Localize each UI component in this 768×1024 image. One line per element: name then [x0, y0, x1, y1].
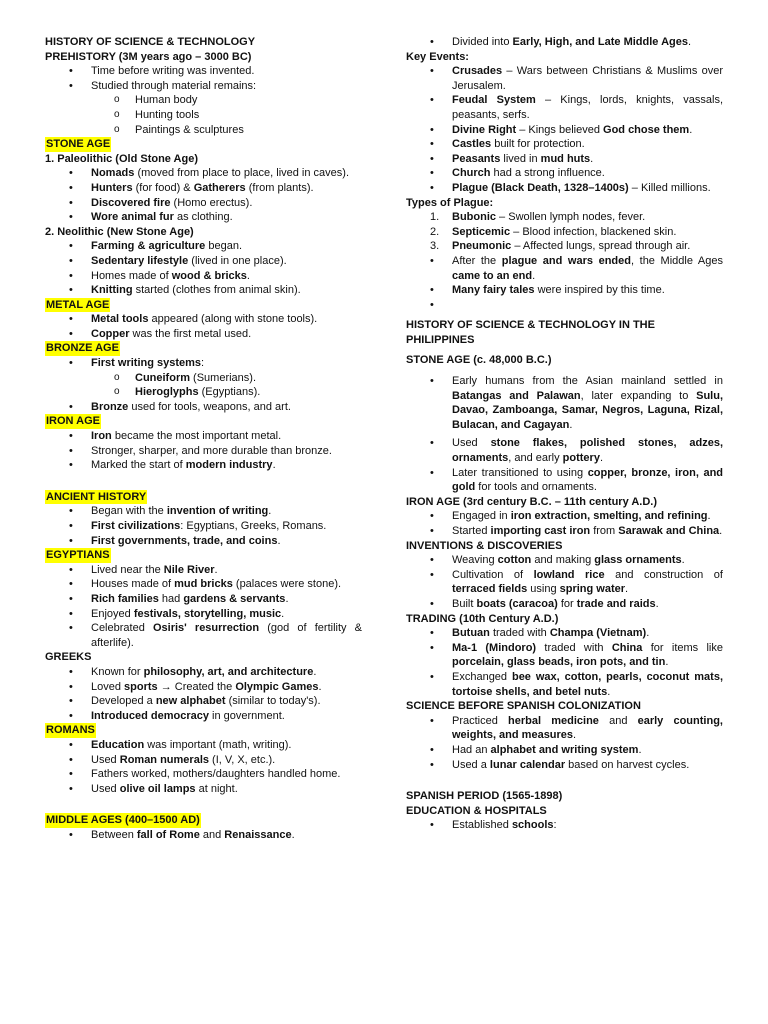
list-item: • Built boats (caracoa) for trade and raids.: [406, 597, 723, 612]
plague-types-heading: Types of Plague:: [406, 196, 494, 209]
writing-sublist: [45, 371, 362, 400]
inventions-list: [406, 553, 723, 611]
list-item: • Sedentary lifestyle (lived in one place).: [45, 254, 362, 269]
list-item: • After the plague and wars ended, the Middle Ages came to an end.: [406, 254, 723, 283]
list-item: • Lived near the Nile River.: [45, 563, 362, 578]
sublist-item: o Human body: [45, 93, 362, 108]
science-before-heading: SCIENCE BEFORE SPANISH COLONIZATION: [406, 700, 641, 713]
metal-list: [45, 312, 362, 341]
paleolithic-list: [45, 166, 362, 224]
list-item: • Established schools:: [406, 818, 723, 833]
iron-list: [45, 429, 362, 473]
key-events-list: [406, 64, 723, 195]
list-item: • Time before writing was invented.: [45, 64, 362, 79]
list-item: • Plague (Black Death, 1328–1400s) – Killed millions.: [406, 181, 723, 196]
list-item: • Many fairy tales were inspired by this time.: [406, 283, 723, 298]
list-item: • Fathers worked, mothers/daughters handled home.: [45, 767, 362, 782]
ph-stone-age-list: [406, 374, 723, 495]
stone-age-heading: STONE AGE: [46, 138, 111, 151]
education-list: [406, 818, 723, 833]
list-item: • Feudal System – Kings, lords, knights, vassals, peasants, serfs.: [406, 93, 723, 122]
spanish-period-heading: SPANISH PERIOD (1565-1898): [406, 790, 563, 803]
remains-sublist: [45, 93, 362, 137]
list-item: • First writing systems:: [45, 356, 362, 371]
list-item: • Iron became the most important metal.: [45, 429, 362, 444]
egyptians-heading: EGYPTIANS: [46, 549, 110, 562]
numbered-item: 3. Pneumonic – Affected lungs, spread through air.: [430, 240, 691, 253]
list-item: • Introduced democracy in government.: [45, 709, 362, 724]
list-item: • Celebrated Osiris' resurrection (god of fertility & afterlife).: [45, 621, 362, 650]
list-item: • Castles built for protection.: [406, 137, 723, 152]
bronze-age-heading: BRONZE AGE: [46, 342, 119, 355]
list-item: • Used olive oil lamps at night.: [45, 782, 362, 797]
list-item: • Used a lunar calendar based on harvest cycles.: [406, 758, 723, 773]
list-item: • Crusades – Wars between Christians & Muslims over Jerusalem.: [406, 64, 723, 93]
list-item: • Knitting started (clothes from animal skin).: [45, 283, 362, 298]
right-column: [406, 35, 723, 833]
ph-stone-age-heading: STONE AGE (c. 48,000 B.C.): [406, 354, 552, 367]
list-item: • Wore animal fur as clothing.: [45, 210, 362, 225]
list-item: • Enjoyed festivals, storytelling, music.: [45, 607, 362, 622]
list-item: • Known for philosophy, art, and architecture.: [45, 665, 362, 680]
list-item: • Started importing cast iron from Sarawak and China.: [406, 524, 723, 539]
list-item: • Weaving cotton and making glass ornaments.: [406, 553, 723, 568]
list-item: • Cultivation of lowland rice and construction of terraced fields using spring water.: [406, 568, 723, 597]
list-item: • Copper was the first metal used.: [45, 327, 362, 342]
paleolithic-heading: 1. Paleolithic (Old Stone Age): [45, 152, 199, 165]
list-item: • Practiced herbal medicine and early counting, weights, and measures.: [406, 714, 723, 743]
list-item: • Houses made of mud bricks (palaces were stone).: [45, 577, 362, 592]
list-item: • First civilizations: Egyptians, Greeks, Romans.: [45, 519, 362, 534]
prehistory-list: [45, 64, 362, 93]
list-item: • Developed a new alphabet (similar to today's).: [45, 694, 362, 709]
list-item: • Homes made of wood & bricks.: [45, 269, 362, 284]
prehistory-heading: PREHISTORY (3M years ago – 3000 BC): [45, 50, 252, 63]
list-item: • Discovered fire (Homo erectus).: [45, 196, 362, 211]
list-item: • Engaged in iron extraction, smelting, and refining.: [406, 509, 723, 524]
list-item: • Peasants lived in mud huts.: [406, 152, 723, 167]
ph-iron-age-heading: IRON AGE (3rd century B.C. – 11th century A.D.): [406, 495, 658, 508]
list-item: • Education was important (math, writing).: [45, 738, 362, 753]
middle-ages-list-cont: [406, 35, 723, 50]
list-item: • Stronger, sharper, and more durable than bronze.: [45, 444, 362, 459]
list-item: • Ma-1 (Mindoro) traded with China for items like porcelain, glass beads, iron pots, and tin.: [406, 641, 723, 670]
ph-iron-age-list: [406, 509, 723, 538]
education-heading: EDUCATION & HOSPITALS: [406, 804, 547, 817]
list-item: • First governments, trade, and coins.: [45, 534, 362, 549]
trading-list: [406, 626, 723, 699]
ancient-list: [45, 504, 362, 548]
trading-heading: TRADING (10th Century A.D.): [406, 612, 559, 625]
bronze-list-cont: [45, 400, 362, 415]
middle-ages-list: [45, 828, 362, 843]
list-item: • Used Roman numerals (I, V, X, etc.).: [45, 753, 362, 768]
list-item: • Bronze used for tools, weapons, and art.: [45, 400, 362, 415]
philippines-title: HISTORY OF SCIENCE & TECHNOLOGY IN THE PHILIPPINES: [406, 319, 655, 346]
sublist-item: o Cuneiform (Sumerians).: [45, 371, 362, 386]
list-item: • Studied through material remains:: [45, 79, 362, 94]
list-item: • Later transitioned to using copper, bronze, iron, and gold for tools and ornaments.: [406, 466, 723, 495]
list-item: • Used stone flakes, polished stones, adzes, ornaments, and early pottery.: [406, 436, 723, 465]
doc-title: HISTORY OF SCIENCE & TECHNOLOGY: [45, 36, 256, 48]
greeks-list: [45, 665, 362, 723]
sublist-item: o Hieroglyphs (Egyptians).: [45, 385, 362, 400]
sublist-item: o Hunting tools: [45, 108, 362, 123]
list-item: • Metal tools appeared (along with stone tools).: [45, 312, 362, 327]
inventions-heading: INVENTIONS & DISCOVERIES: [406, 539, 563, 552]
list-item: • Had an alphabet and writing system.: [406, 743, 723, 758]
list-item: • Church had a strong influence.: [406, 166, 723, 181]
sublist-item: o Paintings & sculptures: [45, 123, 362, 138]
list-item: • Began with the invention of writing.: [45, 504, 362, 519]
aftermath-list: [406, 254, 723, 312]
ancient-history-heading: ANCIENT HISTORY: [46, 490, 147, 503]
greeks-heading: GREEKS: [45, 651, 92, 664]
list-item: • Farming & agriculture began.: [45, 239, 362, 254]
romans-heading: ROMANS: [46, 724, 95, 737]
middle-ages-heading: MIDDLE AGES (400–1500 AD): [46, 814, 200, 827]
key-events-heading: Key Events:: [406, 50, 469, 63]
list-item: • Loved sports → Created the Olympic Games.: [45, 680, 362, 695]
list-item: • Divided into Early, High, and Late Middle Ages.: [406, 35, 723, 50]
list-item: • Exchanged bee wax, cotton, pearls, coconut mats, tortoise shells, and betel nuts.: [406, 670, 723, 699]
romans-list: [45, 738, 362, 796]
neolithic-heading: 2. Neolithic (New Stone Age): [45, 225, 194, 238]
list-item: • Butuan traded with Champa (Vietnam).: [406, 626, 723, 641]
numbered-item: 1. Bubonic – Swollen lymph nodes, fever.: [430, 211, 646, 224]
metal-age-heading: METAL AGE: [46, 298, 110, 311]
plague-types-list: [406, 210, 723, 254]
list-item: • Divine Right – Kings believed God chose them.: [406, 123, 723, 138]
egyptians-list: [45, 563, 362, 651]
neolithic-list: [45, 239, 362, 297]
left-column: [45, 35, 362, 842]
iron-age-heading: IRON AGE: [46, 415, 100, 428]
list-item: • Rich families had gardens & servants.: [45, 592, 362, 607]
list-item: • Hunters (for food) & Gatherers (from plants).: [45, 181, 362, 196]
list-item: • Early humans from the Asian mainland settled in Batangas and Palawan, later expanding to Sulu, Davao, Zamboanga, Samar, Negros, Laguna, Rizal, Bulacan, and Cagayan.: [406, 374, 723, 432]
list-item: • Marked the start of modern industry.: [45, 458, 362, 473]
science-before-list: [406, 714, 723, 772]
list-item: • Between fall of Rome and Renaissance.: [45, 828, 362, 843]
numbered-item: 2. Septicemic – Blood infection, blackened skin.: [430, 225, 677, 238]
list-item: • Nomads (moved from place to place, lived in caves).: [45, 166, 362, 181]
bronze-list: [45, 356, 362, 371]
list-item: [406, 298, 723, 313]
